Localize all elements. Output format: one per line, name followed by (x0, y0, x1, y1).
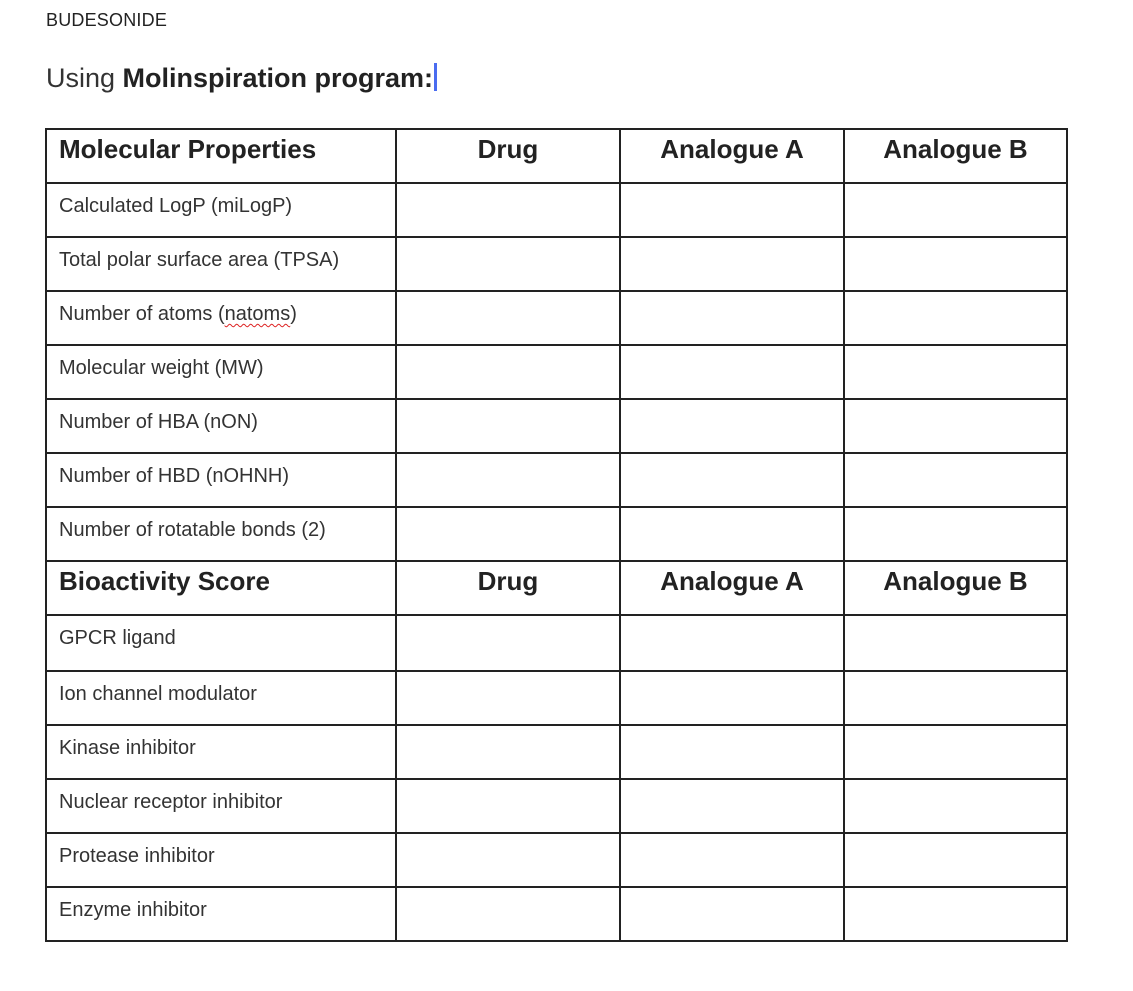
column-drug-heading: Drug (396, 129, 620, 183)
table-cell-analogue-b[interactable] (844, 615, 1067, 671)
table-cell-analogue-b[interactable] (844, 507, 1067, 561)
table-cell-analogue-a[interactable] (620, 779, 844, 833)
document-subheading[interactable] (46, 63, 437, 94)
table-cell-analogue-a[interactable] (620, 725, 844, 779)
table-row (46, 725, 1067, 779)
column-drug-heading: Drug (396, 561, 620, 615)
row-label-rotatable-bonds: Number of rotatable bonds (2) (46, 507, 396, 561)
row-label-hba: Number of HBA (nON) (46, 399, 396, 453)
molecular-header-row (46, 129, 1067, 183)
document-heading: BUDESONIDE (46, 10, 168, 30)
subheading-bold: Molinspiration program: (122, 63, 434, 93)
table-row (46, 291, 1067, 345)
spellcheck-word[interactable]: natoms (224, 303, 291, 325)
table-cell-analogue-a[interactable] (620, 453, 844, 507)
table-row (46, 615, 1067, 671)
table-cell-analogue-a[interactable] (620, 399, 844, 453)
table-cell-drug[interactable] (396, 183, 620, 237)
table-row (46, 453, 1067, 507)
row-label-enzyme-inhibitor: Enzyme inhibitor (46, 887, 396, 941)
table-cell-analogue-a[interactable] (620, 345, 844, 399)
table-cell-analogue-b[interactable] (844, 183, 1067, 237)
bioactivity-header-row (46, 561, 1067, 615)
table-cell-drug[interactable] (396, 671, 620, 725)
table-cell-analogue-b[interactable] (844, 453, 1067, 507)
table-cell-analogue-b[interactable] (844, 887, 1067, 941)
table-cell-drug[interactable] (396, 725, 620, 779)
table-cell-drug[interactable] (396, 833, 620, 887)
table-cell-analogue-b[interactable] (844, 833, 1067, 887)
row-label-tpsa: Total polar surface area (TPSA) (46, 237, 396, 291)
table-cell-analogue-a[interactable] (620, 615, 844, 671)
row-label-gpcr-ligand: GPCR ligand (46, 615, 396, 671)
row-label-protease-inhibitor: Protease inhibitor (46, 833, 396, 887)
table-row (46, 237, 1067, 291)
row-label-ion-channel: Ion channel modulator (46, 671, 396, 725)
table-cell-analogue-a[interactable] (620, 183, 844, 237)
text-cursor (434, 63, 437, 91)
table-row (46, 671, 1067, 725)
table-cell-analogue-a[interactable] (620, 291, 844, 345)
table-cell-drug[interactable] (396, 345, 620, 399)
table-row (46, 507, 1067, 561)
table-row (46, 887, 1067, 941)
table-row (46, 183, 1067, 237)
row-label-milogp: Calculated LogP (miLogP) (46, 183, 396, 237)
table-cell-analogue-b[interactable] (844, 399, 1067, 453)
table-row (46, 779, 1067, 833)
table-cell-analogue-b[interactable] (844, 291, 1067, 345)
row-label-kinase-inhibitor: Kinase inhibitor (46, 725, 396, 779)
bioactivity-score-heading: Bioactivity Score (46, 561, 396, 615)
table-cell-drug[interactable] (396, 399, 620, 453)
table-cell-analogue-b[interactable] (844, 345, 1067, 399)
table-cell-drug[interactable] (396, 779, 620, 833)
natoms-label-suffix: ) (290, 303, 297, 325)
table-cell-analogue-b[interactable] (844, 671, 1067, 725)
column-analogue-b-heading: Analogue B (844, 561, 1067, 615)
table-cell-drug[interactable] (396, 615, 620, 671)
row-label-natoms (46, 291, 396, 345)
row-label-hbd: Number of HBD (nOHNH) (46, 453, 396, 507)
table-row (46, 833, 1067, 887)
table-cell-drug[interactable] (396, 887, 620, 941)
table-cell-analogue-a[interactable] (620, 507, 844, 561)
table-cell-analogue-b[interactable] (844, 725, 1067, 779)
table-cell-drug[interactable] (396, 507, 620, 561)
table-row (46, 345, 1067, 399)
table-cell-drug[interactable] (396, 237, 620, 291)
row-label-mw: Molecular weight (MW) (46, 345, 396, 399)
subheading-prefix: Using (46, 63, 123, 93)
table-cell-analogue-a[interactable] (620, 671, 844, 725)
row-label-nuclear-receptor: Nuclear receptor inhibitor (46, 779, 396, 833)
table-cell-analogue-b[interactable] (844, 237, 1067, 291)
natoms-label-prefix: Number of atoms ( (59, 303, 225, 325)
molecular-properties-heading: Molecular Properties (46, 129, 396, 183)
table-cell-drug[interactable] (396, 453, 620, 507)
table-cell-analogue-a[interactable] (620, 237, 844, 291)
properties-table (45, 128, 1068, 942)
table-cell-analogue-b[interactable] (844, 779, 1067, 833)
table-row (46, 399, 1067, 453)
table-cell-analogue-a[interactable] (620, 887, 844, 941)
column-analogue-a-heading: Analogue A (620, 561, 844, 615)
table-cell-analogue-a[interactable] (620, 833, 844, 887)
table-cell-drug[interactable] (396, 291, 620, 345)
column-analogue-a-heading: Analogue A (620, 129, 844, 183)
column-analogue-b-heading: Analogue B (844, 129, 1067, 183)
